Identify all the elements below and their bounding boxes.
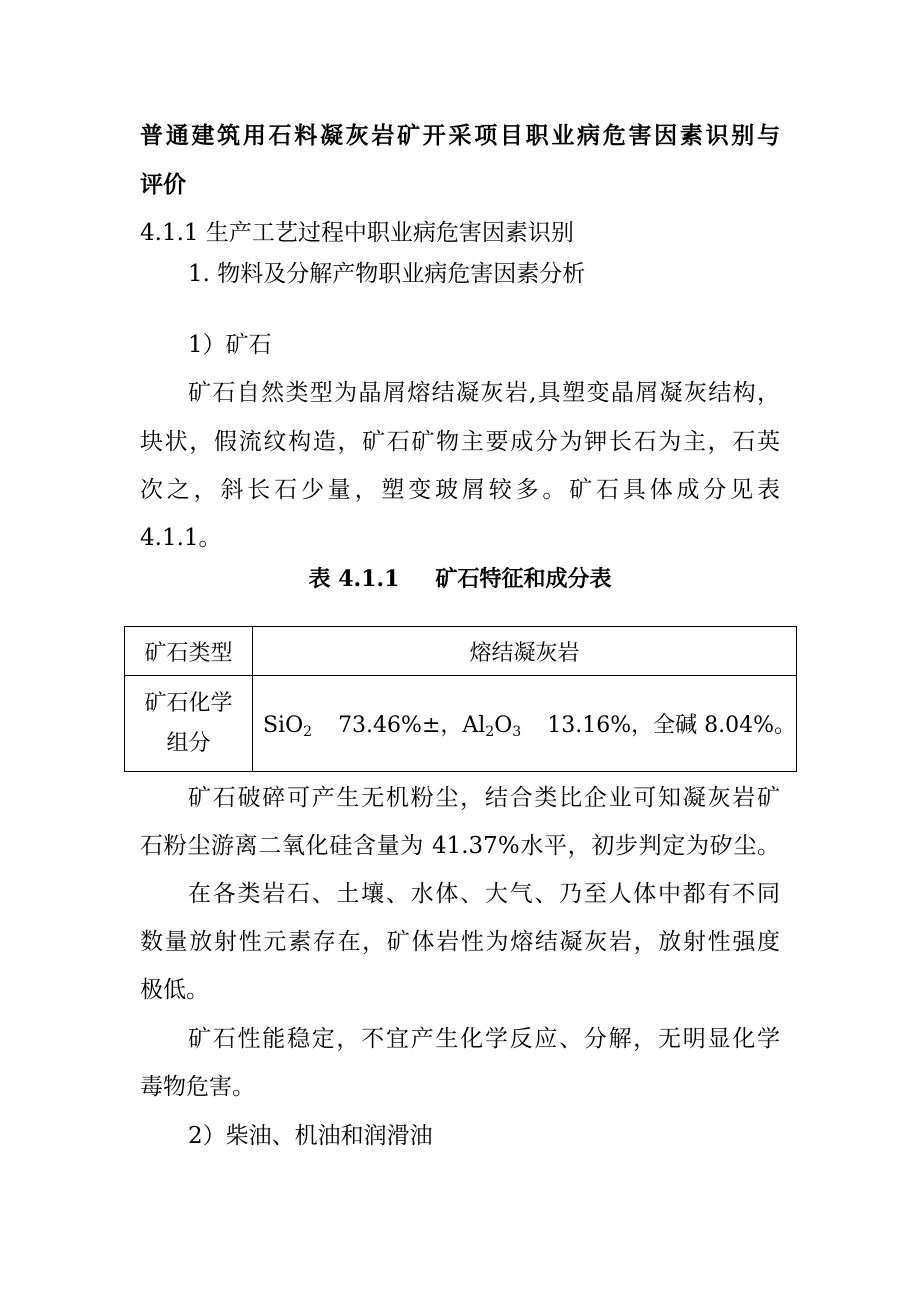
sio2-subscript: 2	[303, 723, 313, 740]
subsection-heading: 1. 物料及分解产物职业病危害因素分析	[188, 261, 586, 287]
table-header-line: 矿石化学	[144, 690, 233, 716]
table-value-cell-chemical-composition	[252, 676, 796, 772]
paragraph-3-line: 在各类岩石、土壤、水体、大气、乃至人体中都有不同	[188, 881, 780, 907]
al2o3-o: O	[494, 712, 513, 738]
paragraph-4-line: 矿石性能稳定，不宜产生化学反应、分解，无明显化学	[188, 1026, 780, 1052]
table-header-cell-ore-type: 矿石类型	[125, 627, 253, 676]
al2o3-subscript-1: 2	[485, 723, 495, 740]
paragraph-2-line: 石粉尘游离二氧化硅含量为 41.37%水平，初步判定为矽尘。	[140, 833, 780, 859]
paragraph-4-line: 毒物危害。	[140, 1074, 255, 1100]
sio2-value: 73.46%±，	[338, 712, 463, 738]
table-header-cell-chemical-composition	[125, 676, 253, 772]
item-1-label: 1）矿石	[188, 332, 272, 358]
paragraph-3-line: 数量放射性元素存在，矿体岩性为熔结凝灰岩，放射性强度	[140, 929, 780, 955]
item-1-paragraph-line: 次之，斜长石少量，塑变玻屑较多。矿石具体成分见表	[140, 477, 780, 503]
al2o3-al: Al	[462, 712, 486, 738]
section-heading: 4.1.1 生产工艺过程中职业病危害因素识别	[140, 220, 574, 246]
item-1-paragraph-line: 4.1.1。	[140, 525, 222, 551]
table-row	[125, 627, 797, 676]
al2o3-subscript-2: 3	[512, 723, 522, 740]
table-value-cell-ore-type: 熔结凝灰岩	[252, 627, 796, 676]
table-header-line: 组分	[166, 730, 211, 756]
item-2-label: 2）柴油、机油和润滑油	[188, 1123, 433, 1149]
paragraph-2-line: 矿石破碎可产生无机粉尘，结合类比企业可知凝灰岩矿	[188, 785, 780, 811]
table-caption-text: 矿石特征和成分表	[435, 566, 612, 592]
table-row	[125, 676, 797, 772]
document-title-line-2: 评价	[140, 171, 186, 198]
ore-composition-table	[124, 626, 797, 772]
table-caption	[0, 564, 920, 594]
document-title-line-1: 普通建筑用石料凝灰岩矿开采项目职业病危害因素识别与	[140, 122, 780, 149]
table-caption-number: 表 4.1.1	[308, 566, 400, 592]
item-1-paragraph-line: 矿石自然类型为晶屑熔结凝灰岩,具塑变晶屑凝灰结构，	[188, 380, 780, 406]
sio2-formula: SiO	[262, 712, 304, 738]
item-1-paragraph-line: 块状，假流纹构造，矿石矿物主要成分为钾长石为主，石英	[140, 429, 780, 455]
al2o3-value: 13.16%，全碱 8.04%。	[547, 712, 796, 738]
paragraph-3-line: 极低。	[140, 977, 209, 1003]
